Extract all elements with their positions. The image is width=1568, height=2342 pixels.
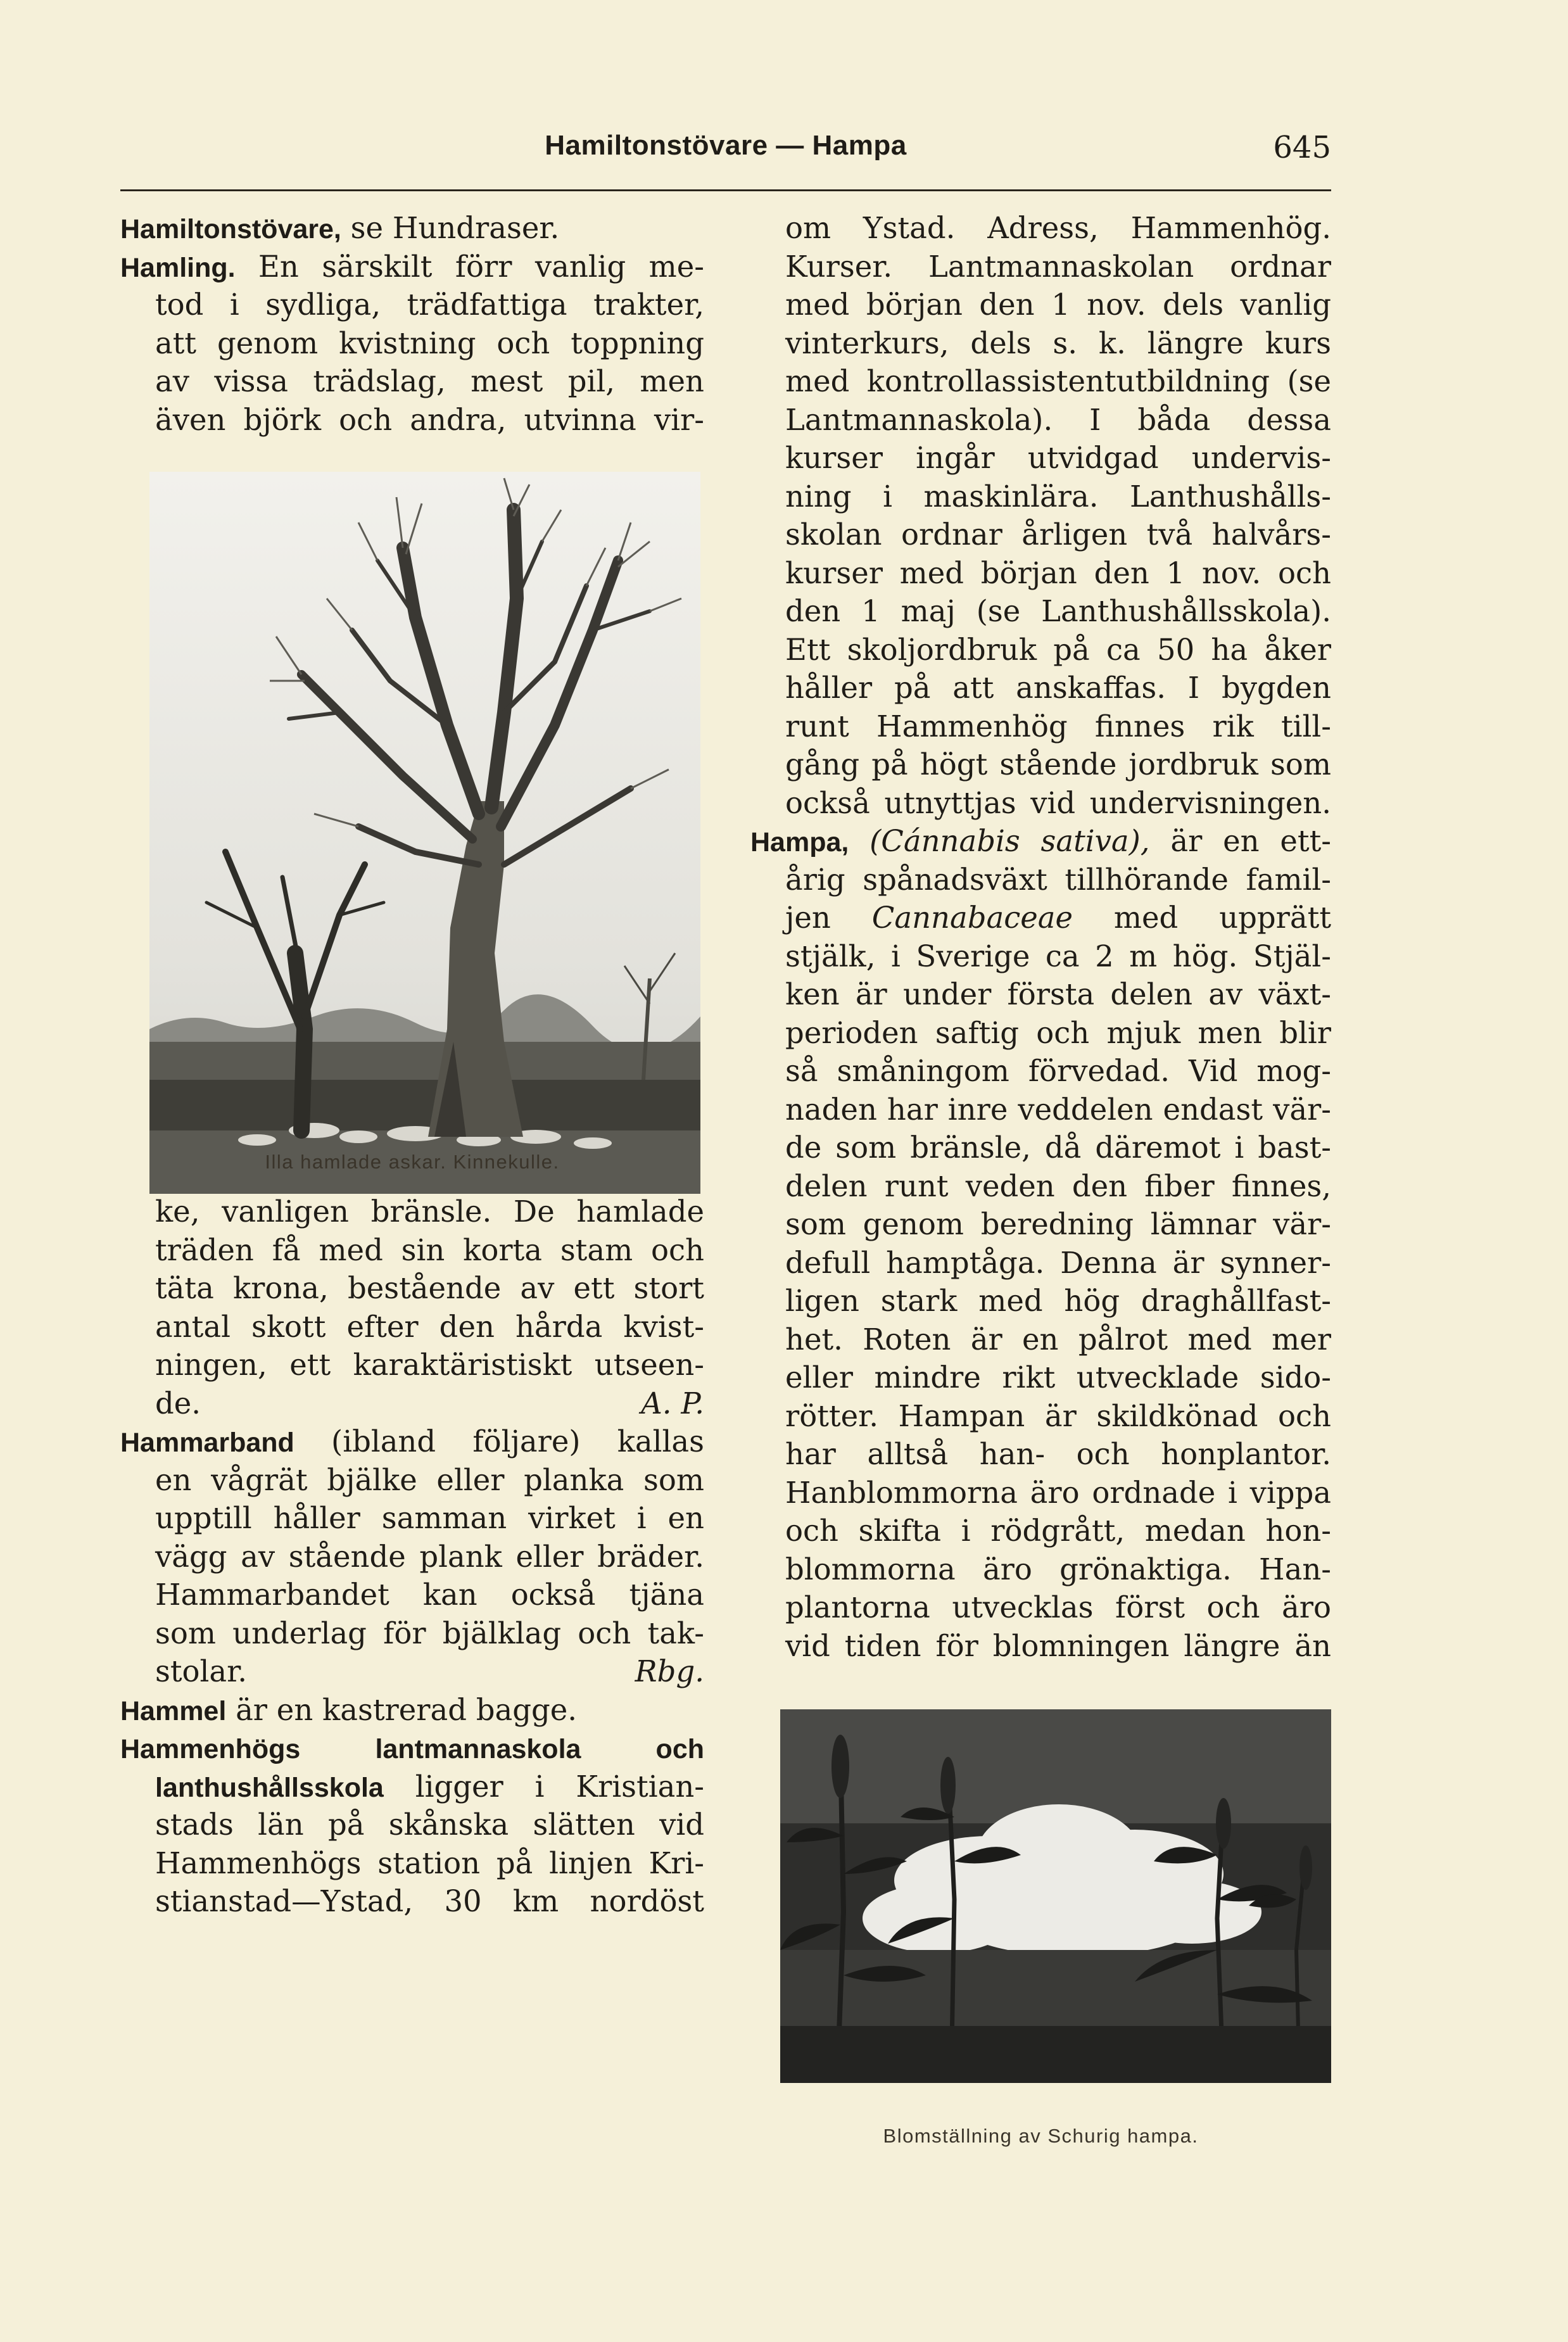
text-line: naden har inre veddelen endast vär-: [785, 1092, 1331, 1127]
page-number: 645: [1273, 130, 1331, 165]
text-line: som genom beredning lämnar vär-: [785, 1207, 1331, 1241]
right-column: [750, 209, 1331, 2165]
text-line: blommorna äro grönaktiga. Han-: [785, 1552, 1331, 1586]
text-line: har alltså han- och honplantor.: [785, 1437, 1331, 1471]
figure-caption: Illa hamlade askar. Kinnekulle.: [265, 1151, 560, 1173]
header-rule: [120, 189, 1331, 191]
headword: lanthushållsskola: [155, 1772, 384, 1803]
text-line: med kontrollassistentutbildning (se: [785, 364, 1331, 398]
text-line: den 1 maj (se Lanthushållsskola).: [785, 594, 1331, 628]
text-line: kurser ingår utvidgad undervis-: [785, 441, 1331, 475]
entry-text: (ibland följare) kallas: [294, 1424, 704, 1459]
entry-text: se Hundraser.: [341, 211, 560, 245]
headword: Hammarband: [120, 1427, 294, 1458]
entry-hamiltonstovare: [120, 209, 704, 248]
text-line-family: [750, 899, 1331, 937]
text-line: med början den 1 nov. dels vanlig: [785, 288, 1331, 322]
entry-text: En särskilt förr vanlig me-: [235, 249, 704, 284]
text-line: även björk och andra, utvinna vir-: [155, 402, 704, 437]
text-fragment: stolar.: [155, 1654, 248, 1688]
entry-hammenhogs-cont: [120, 1768, 704, 1806]
text-line: och skifta i rödgrått, medan hon-: [785, 1514, 1331, 1548]
text-line: ningen, ett karaktäristiskt utseen-: [155, 1348, 704, 1382]
text-line: stads län på skånska slätten vid: [155, 1807, 704, 1842]
text-fragment: med upprätt: [1073, 901, 1331, 935]
text-line: ligen stark med hög draghållfast-: [785, 1284, 1331, 1318]
text-line-signed: [120, 1652, 704, 1691]
text-line: upptill håller samman virket i en: [155, 1501, 704, 1535]
text-line: stjälk, i Sverige ca 2 m hög. Stjäl-: [785, 939, 1331, 973]
text-line: vinterkurs, dels s. k. längre kurs: [785, 326, 1331, 360]
headword: Hamiltonstövare,: [120, 214, 341, 244]
photo-pollarded-ash-trees: [149, 472, 700, 1194]
entry-hammarband: [120, 1422, 704, 1461]
text-line: Lantmannaskola). I båda dessa: [785, 402, 1331, 437]
entry-hammel: [120, 1691, 704, 1730]
text-line: kurser med början den 1 nov. och: [785, 555, 1331, 590]
left-column: [120, 209, 704, 1921]
headword: Hampa,: [750, 827, 849, 858]
text-line: årig spånadsväxt tillhörande famil-: [785, 862, 1331, 897]
text-line: också utnyttjas vid undervisningen.: [785, 785, 1331, 820]
text-line: runt Hammenhög finnes rik till-: [785, 709, 1331, 744]
text-line: vid tiden för blomningen längre än: [785, 1628, 1331, 1663]
text-line: delen runt veden den fiber finnes,: [785, 1168, 1331, 1203]
text-line: att genom kvistning och toppning: [155, 326, 704, 360]
entry-hampa: [750, 822, 1331, 861]
headword: Hammenhögs lantmannaskola och: [120, 1734, 704, 1764]
text-line: ke, vanligen bränsle. De hamlade: [155, 1194, 704, 1229]
text-line-signed: [120, 1384, 704, 1423]
text-line: het. Roten är en pålrot med mer: [785, 1322, 1331, 1357]
text-line: stianstad—Ystad, 30 km nordöst: [155, 1884, 704, 1918]
entry-hammenhogs: [120, 1729, 704, 1768]
text-fragment: de.: [155, 1386, 201, 1421]
text-line: eller mindre rikt utvecklade sido-: [785, 1360, 1331, 1395]
text-line: en vågrät bjälke eller planka som: [155, 1462, 704, 1497]
text-line: perioden saftig och mjuk men blir: [785, 1015, 1331, 1050]
text-line: Hanblommorna äro ordnade i vippa: [785, 1475, 1331, 1510]
text-line: om Ystad. Adress, Hammenhög.: [785, 211, 1331, 245]
figure-pollarded-ash: [120, 472, 704, 1194]
text-line: håller på att anskaffas. I bygden: [785, 671, 1331, 705]
latin-name: (Cánnabis sativa),: [849, 824, 1150, 858]
photo-hemp-inflorescence: [780, 1709, 1331, 2083]
text-line: ken är under första delen av växt-: [785, 977, 1331, 1011]
text-line: rötter. Hampan är skildkönad och: [785, 1398, 1331, 1433]
figure-hemp: [750, 1709, 1331, 2165]
author-signature: Rbg.: [635, 1654, 704, 1688]
text-line: plantorna utvecklas först och äro: [785, 1590, 1331, 1624]
headword: Hammel: [120, 1695, 227, 1726]
author-signature: A. P.: [641, 1386, 704, 1421]
figure-caption: Blomställning av Schurig hampa.: [883, 2125, 1199, 2147]
text-line: skolan ordnar årligen två halvårs-: [785, 517, 1331, 552]
entry-text: är en kastrerad bagge.: [226, 1692, 578, 1727]
text-line: så småningom förvedad. Vid mog-: [785, 1054, 1331, 1088]
text-line: de som bränsle, då däremot i bast-: [785, 1130, 1331, 1165]
text-line: Ett skoljordbruk på ca 50 ha åker: [785, 632, 1331, 667]
text-line: Hammarbandet kan också tjäna: [155, 1578, 704, 1612]
text-line: Hammenhögs station på linjen Kri-: [155, 1845, 704, 1880]
text-line: gång på högt stående jordbruk som: [785, 747, 1331, 782]
text-line: täta krona, bestående av ett stort: [155, 1271, 704, 1305]
text-fragment: jen: [785, 901, 872, 935]
entry-text: är en ett-: [1149, 824, 1331, 858]
text-line: Kurser. Lantmannaskolan ordnar: [785, 249, 1331, 284]
text-line: defull hamptåga. Denna är synner-: [785, 1245, 1331, 1280]
text-line: träden få med sin korta stam och: [155, 1232, 704, 1267]
entry-text: ligger i Kristian-: [383, 1769, 704, 1804]
running-head-title: Hamiltonstövare — Hampa: [545, 130, 907, 161]
headword: Hamling.: [120, 252, 236, 283]
text-line: ning i maskinlära. Lanthushålls-: [785, 479, 1331, 514]
text-line: av vissa trädslag, mest pil, men: [155, 364, 704, 398]
family-name: Cannabaceae: [871, 901, 1073, 935]
running-head: [120, 130, 1331, 180]
entry-hamling: [120, 248, 704, 286]
text-line: vägg av stående plank eller bräder.: [155, 1539, 704, 1574]
text-line: tod i sydliga, trädfattiga trakter,: [155, 288, 704, 322]
text-line: som underlag för bjälklag och tak-: [155, 1616, 704, 1650]
text-line: antal skott efter den hårda kvist-: [155, 1309, 704, 1344]
